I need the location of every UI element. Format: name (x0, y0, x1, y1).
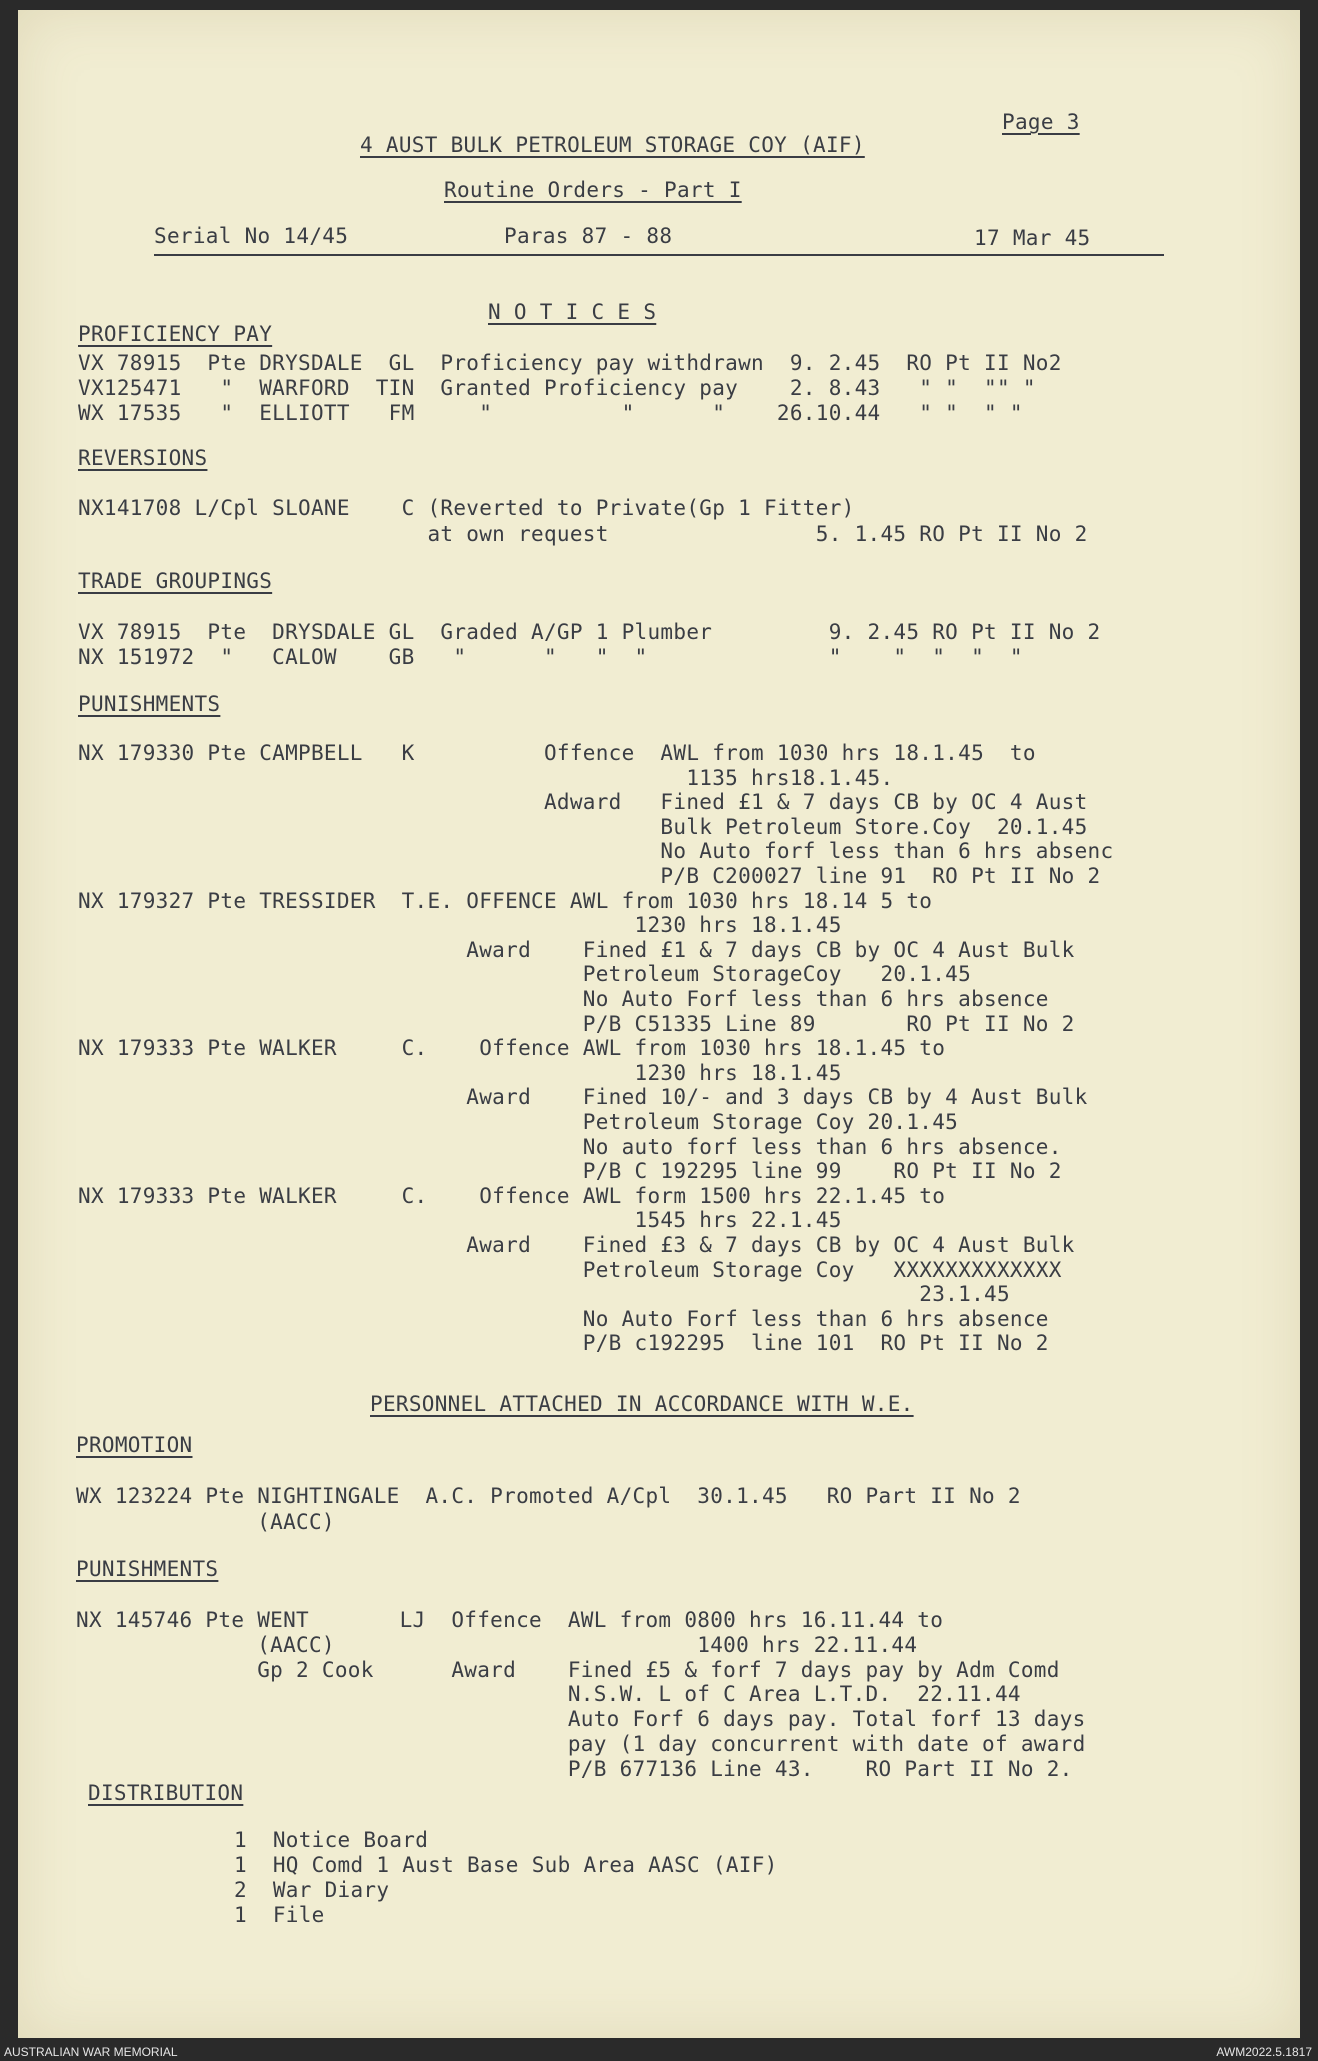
document-page (18, 10, 1300, 2038)
document-date: 17 Mar 45 (974, 226, 1091, 250)
punishment-line: No Auto Forf less than 6 hrs absence (78, 1306, 1049, 1331)
distribution-item: 1 HQ Comd 1 Aust Base Sub Area AASC (AIF) (234, 1853, 778, 1877)
proficiency-pay-heading: PROFICIENCY PAY (78, 322, 273, 346)
punishment-line: N.S.W. L of C Area L.T.D. 22.11.44 (76, 1682, 1021, 1707)
promotion-heading: PROMOTION (76, 1433, 193, 1457)
proficiency-row: VX125471 " WARFORD TIN Granted Proficiency pay 2. 8.43 " " "" " (78, 376, 1036, 400)
promotion-row: (AACC) (76, 1510, 335, 1534)
punishment-line: Petroleum Storage Coy 20.1.45 (78, 1110, 959, 1134)
punishment-line: P/B c192295 line 101 RO Pt II No 2 (78, 1331, 1049, 1356)
trade-groupings-heading: TRADE GROUPINGS (78, 569, 273, 593)
punishment-line: NX 179327 Pte TRESSIDER T.E. OFFENCE AWL from 1030 hrs 18.14 5 to (78, 888, 933, 913)
punishment-line: Auto Forf 6 days pay. Total forf 13 days (76, 1707, 1086, 1732)
punishment-line: Award Fined £1 & 7 days CB by OC 4 Aust Bulk (78, 937, 1075, 962)
punishment-line: Adward Fined £1 & 7 days CB by OC 4 Aust (78, 790, 1088, 815)
punishment-line: 1545 hrs 22.1.45 (78, 1208, 842, 1233)
punishment-line: P/B 677136 Line 43. RO Part II No 2. (76, 1756, 1073, 1781)
trade-grouping-row: NX 151972 " CALOW GB " " " " " " " " " (78, 645, 1023, 669)
punishment-line: Gp 2 Cook Award Fined £5 & forf 7 days pay by Adm Comd (76, 1657, 1060, 1682)
punishment-line: NX 179333 Pte WALKER C. Offence AWL form 1500 hrs 22.1.45 to (78, 1183, 946, 1208)
distribution-item: 2 War Diary (234, 1878, 390, 1902)
punishment-line: Bulk Petroleum Store.Coy 20.1.45 (78, 814, 1088, 839)
footer-institution: AUSTRALIAN WAR MEMORIAL (4, 2045, 178, 2059)
punishment-line: Award Fined 10/- and 3 days CB by 4 Aust Bulk (78, 1085, 1088, 1110)
reversion-row: at own request 5. 1.45 RO Pt II No 2 (78, 522, 1088, 546)
punishment-line: Award Fined £3 & 7 days CB by OC 4 Aust Bulk (78, 1233, 1075, 1257)
punishment-line: P/B C200027 line 91 RO Pt II No 2 (78, 864, 1101, 888)
punishment-line: 1230 hrs 18.1.45 (78, 1060, 842, 1085)
footer-accession: AWM2022.5.1817 (1216, 2045, 1312, 2059)
punishment-line: NX 179333 Pte WALKER C. Offence AWL from 1030 hrs 18.1.45 to (78, 1036, 946, 1061)
punishment-line: 1135 hrs18.1.45. (78, 765, 894, 790)
punishment-line: (AACC) 1400 hrs 22.11.44 (76, 1632, 918, 1657)
notices-heading: N O T I C E S (488, 300, 657, 324)
punishments-heading: PUNISHMENTS (78, 692, 221, 716)
proficiency-row: WX 17535 " ELLIOTT FM " " " 26.10.44 " " " " (78, 401, 1023, 425)
punishment-line: 23.1.45 (78, 1282, 1010, 1307)
reversions-heading: REVERSIONS (78, 446, 208, 470)
header-rule (154, 254, 1164, 256)
punishment-line: No Auto Forf less than 6 hrs absence (78, 987, 1049, 1011)
punishment-line: NX 179330 Pte CAMPBELL K Offence AWL from 1030 hrs 18.1.45 to (78, 741, 1036, 765)
punishment-line: P/B C51335 Line 89 RO Pt II No 2 (78, 1011, 1075, 1036)
paras: Paras 87 - 88 (504, 224, 673, 248)
distribution-heading: DISTRIBUTION (88, 1781, 244, 1805)
distribution-item: 1 File (234, 1903, 325, 1927)
unit-title: 4 AUST BULK PETROLEUM STORAGE COY (AIF) (360, 133, 865, 157)
document-title: Routine Orders - Part I (444, 178, 742, 202)
serial-number: Serial No 14/45 (154, 224, 349, 248)
reversion-row: NX141708 L/Cpl SLOANE C (Reverted to Private(Gp 1 Fitter) (78, 496, 855, 520)
punishment-line: No auto forf less than 6 hrs absence. (78, 1134, 1062, 1159)
punishment-line: 1230 hrs 18.1.45 (78, 913, 842, 938)
punishment-line: P/B C 192295 line 99 RO Pt II No 2 (78, 1159, 1062, 1184)
punishment-line: NX 145746 Pte WENT LJ Offence AWL from 0800 hrs 16.11.44 to (76, 1608, 944, 1632)
page-number: Page 3 (1002, 110, 1080, 134)
attached-heading: PERSONNEL ATTACHED IN ACCORDANCE WITH W.E. (370, 1392, 914, 1416)
attached-punishments-heading: PUNISHMENTS (76, 1557, 219, 1581)
punishment-line: No Auto forf less than 6 hrs absenc (78, 839, 1114, 864)
proficiency-row: VX 78915 Pte DRYSDALE GL Proficiency pay withdrawn 9. 2.45 RO Pt II No2 (78, 351, 1062, 375)
punishment-line: Petroleum Storage Coy XXXXXXXXXXXXX (78, 1257, 1062, 1282)
punishment-line: Petroleum StorageCoy 20.1.45 (78, 962, 972, 987)
trade-grouping-row: VX 78915 Pte DRYSDALE GL Graded A/GP 1 Plumber 9. 2.45 RO Pt II No 2 (78, 620, 1101, 644)
distribution-item: 1 Notice Board (234, 1828, 429, 1852)
promotion-row: WX 123224 Pte NIGHTINGALE A.C. Promoted A/Cpl 30.1.45 RO Part II No 2 (76, 1484, 1021, 1508)
punishment-line: pay (1 day concurrent with date of award (76, 1732, 1086, 1756)
